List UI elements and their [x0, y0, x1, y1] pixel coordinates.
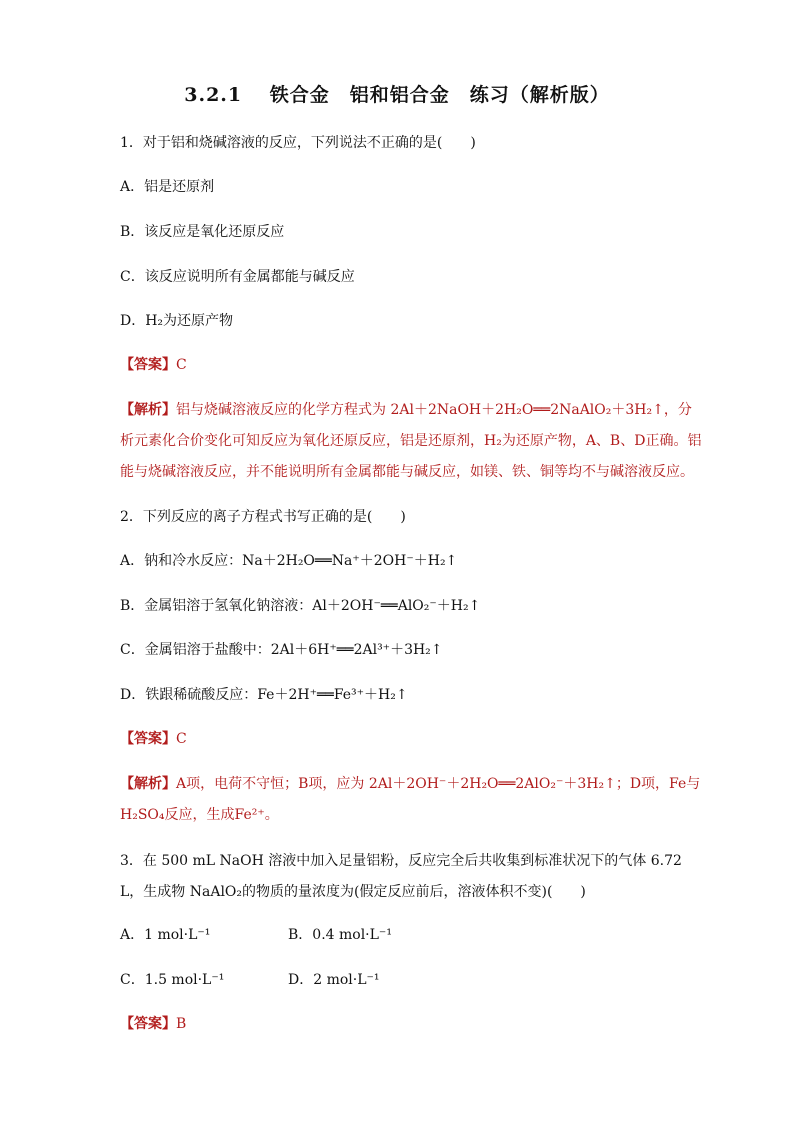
answer-tag: 【答案】 [120, 357, 176, 373]
q2-analysis [120, 769, 704, 831]
analysis-tag: 【解析】 [120, 776, 176, 792]
answer-value: B [176, 1016, 187, 1032]
q3-option-b: B．0.4 mol·L⁻¹ [288, 927, 392, 943]
q3-option-c: C．1.5 mol·L⁻¹ [120, 972, 225, 988]
q2-option-b: B．金属铝溶于氢氧化钠溶液：Al＋2OH⁻══AlO₂⁻＋H₂↑ [120, 598, 481, 614]
q1-option-a: A．铝是还原剂 [120, 179, 215, 195]
q1-answer [120, 351, 710, 379]
q2-answer [120, 725, 710, 753]
q1-option-b: B．该反应是氧化还原反应 [120, 224, 285, 240]
q3-stem: 3．在 500 mL NaOH 溶液中加入足量铝粉，反应完全后共收集到标准状况下的气体 6.72 L，生成物 NaAlO₂的物质的量浓度为(假定反应前后，溶液体积不变)( ) [120, 853, 682, 900]
q1-option-c: C．该反应说明所有金属都能与碱反应 [120, 269, 355, 285]
q2-stem: 2．下列反应的离子方程式书写正确的是( ) [120, 509, 406, 525]
q3-options-row2 [120, 966, 710, 994]
answer-tag: 【答案】 [120, 731, 176, 747]
q2-option-a: A．钠和冷水反应：Na＋2H₂O══Na⁺＋2OH⁻＋H₂↑ [120, 553, 458, 569]
q3-answer [120, 1010, 710, 1038]
page-title: 3.2.1 铁合金 铝和铝合金 练习（解析版） [184, 84, 610, 106]
q3-options-row1 [120, 921, 710, 949]
q3-option-d: D．2 mol·L⁻¹ [288, 972, 380, 988]
answer-tag: 【答案】 [120, 1016, 176, 1032]
analysis-tag: 【解析】 [120, 402, 176, 418]
answer-value: C [176, 731, 187, 747]
q2-option-d: D．铁跟稀硫酸反应：Fe＋2H⁺══Fe³⁺＋H₂↑ [120, 687, 408, 703]
q1-analysis [120, 395, 704, 488]
q3-option-a: A．1 mol·L⁻¹ [120, 927, 211, 943]
q1-option-d: D．H₂为还原产物 [120, 313, 234, 329]
q1-stem: 1．对于铝和烧碱溶液的反应，下列说法不正确的是( ) [120, 135, 476, 151]
analysis-text: A项，电荷不守恒；B项，应为 2Al＋2OH⁻＋2H₂O══2AlO₂⁻＋3H₂↑；D项，Fe与H₂SO₄反应，生成Fe²⁺。 [120, 776, 701, 823]
q2-option-c: C．金属铝溶于盐酸中：2Al＋6H⁺══2Al³⁺＋3H₂↑ [120, 642, 443, 658]
answer-value: C [176, 357, 187, 373]
analysis-text: 铝与烧碱溶液反应的化学方程式为 2Al＋2NaOH＋2H₂O══2NaAlO₂＋3H₂↑，分析元素化合价变化可知反应为氧化还原反应，铝是还原剂，H₂为还原产物，A、B、D正确。铝能与烧碱溶液反应，并不能说明所有金属都能与碱反应，如镁、铁、铜等均不与碱溶液反应。 [120, 402, 702, 480]
